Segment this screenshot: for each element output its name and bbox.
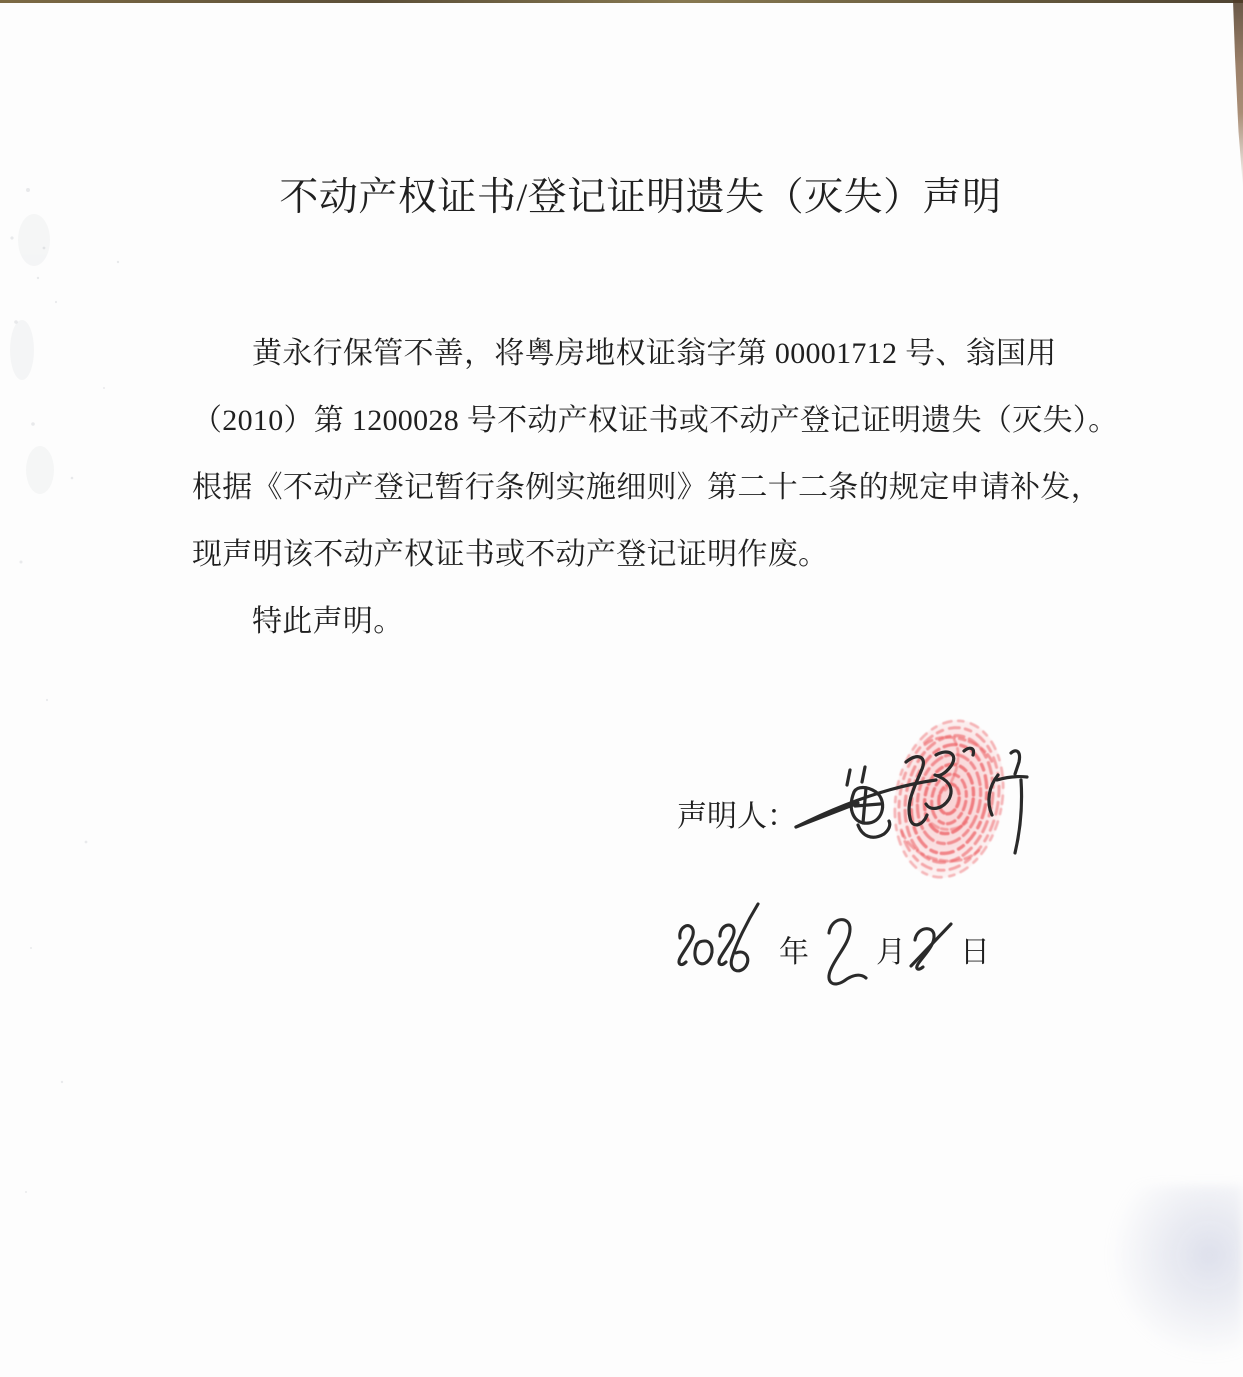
- handwritten-year: [666, 898, 770, 982]
- body-line: 现声明该不动产权证书或不动产登记证明作废。: [192, 538, 829, 571]
- body-line: 黄永行保管不善，将粤房地权证翁字第 00001712 号、翁国用: [252, 337, 1057, 370]
- month-unit-label: 月: [876, 936, 906, 969]
- body-line: 根据《不动产登记暂行条例实施细则》第二十二条的规定申请补发，: [192, 471, 1101, 504]
- document-title: 不动产权证书/登记证明遗失（灭失）声明: [279, 176, 1002, 219]
- body-line: （2010）第 1200028 号不动产权证书或不动产登记证明遗失（灭失）。: [192, 404, 1119, 437]
- declaration-body: [192, 320, 1119, 655]
- day-unit-label: 日: [960, 936, 990, 969]
- year-unit-label: 年: [779, 936, 809, 969]
- declarant-label: 声明人：: [677, 800, 797, 833]
- scan-right-edge-artifact: [1233, 0, 1243, 188]
- body-line: 特此声明。: [252, 605, 404, 638]
- handwritten-day: [902, 913, 958, 975]
- scan-top-edge-artifact: [0, 0, 1243, 3]
- handwritten-month: [813, 903, 871, 993]
- scan-corner-smudge: [1108, 1185, 1243, 1360]
- handwritten-signature: [778, 722, 1040, 872]
